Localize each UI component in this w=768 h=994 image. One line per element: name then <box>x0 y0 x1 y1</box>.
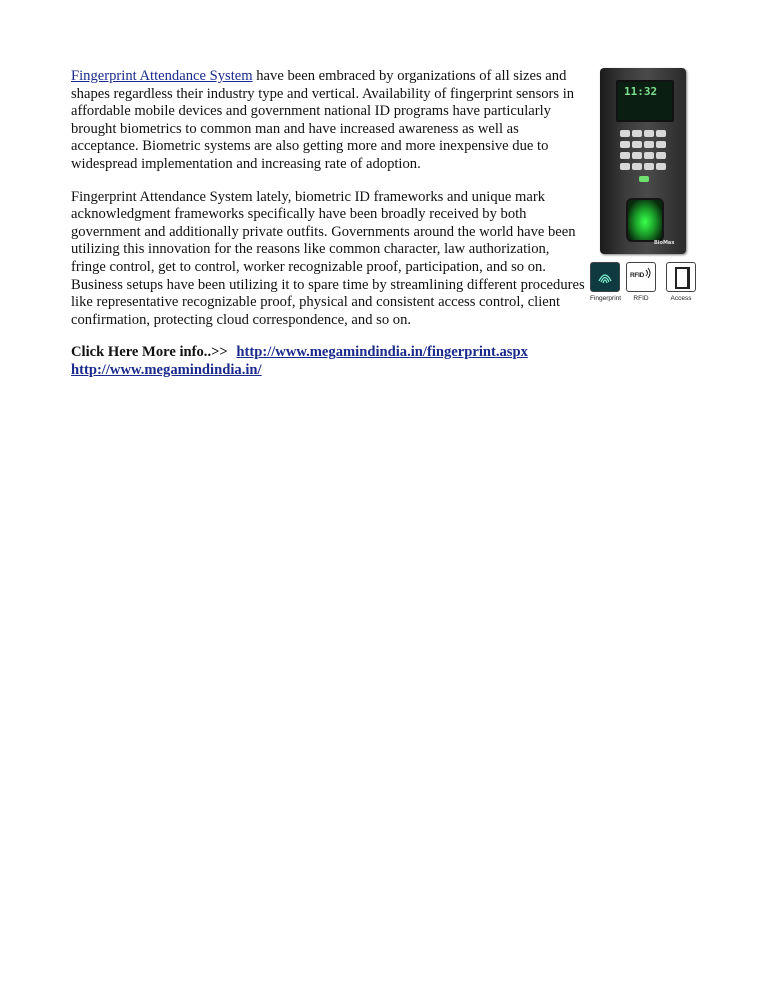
paragraph-intro-text: have been embraced by organizations of all sizes and shapes regardless their industry type and vertical. Availability of fingerprint sensors in affordable mobile devices and government national ID programs have particularly brought biometrics to common man and have increased awareness as well as acceptance. Biometric systems are also getting more and more inexpensive due to widespread implementation and increasing rate of adoption. <box>71 68 575 172</box>
device-clock: 11:32 <box>624 85 658 98</box>
rfid-badge-text: RFID <box>630 272 644 279</box>
fingerprint-icon <box>590 262 620 292</box>
paragraph-intro <box>71 68 587 174</box>
feature-icons <box>590 262 700 306</box>
home-page-link[interactable]: http://www.megamindindia.in/ <box>71 361 262 378</box>
fingerprint-attendance-link[interactable]: Fingerprint Attendance System <box>71 68 253 84</box>
body-text <box>71 68 587 380</box>
feature-access <box>666 262 696 302</box>
device-led <box>639 176 649 182</box>
fingerprint-sensor <box>626 198 664 242</box>
paragraph-details: Fingerprint Attendance System lately, biometric ID frameworks and unique mark acknowledgment frameworks specifically have been broadly received by both government and additionally private outfits. Governments around the world have been utilizing this innovation for the reasons like common character, law authorization, fringe control, get to control, worker recognizable proof, participation, and so on. Business setups have been utilizing it to spare time by streamlining different procedures like representative recognizable proof, physical and consistent access control, client confirmation, protecting cloud correspondence, and so on. <box>71 188 585 328</box>
fingerprint-device-image <box>600 68 686 254</box>
rfid-icon <box>626 262 656 292</box>
fingerprint-page-link[interactable]: http://www.megamindindia.in/fingerprint.aspx <box>236 344 528 361</box>
feature-fingerprint <box>590 262 620 302</box>
door-icon <box>666 262 696 292</box>
feature-rfid <box>626 262 656 302</box>
click-here-label: Click Here More info..>> <box>71 344 228 361</box>
feature-fingerprint-label: Fingerprint <box>590 295 622 302</box>
feature-rfid-label: RFID <box>633 295 649 302</box>
device-keypad <box>620 130 672 174</box>
device-brand-logo: BioMax <box>654 240 675 246</box>
feature-access-label: Access <box>670 295 692 302</box>
links-block <box>71 344 587 379</box>
